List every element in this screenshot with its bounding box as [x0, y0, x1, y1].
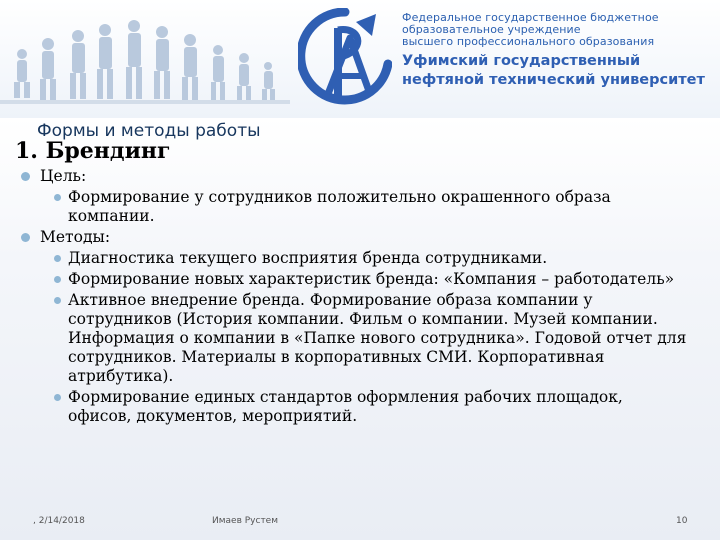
slide-subtitle: Формы и методы работы: [37, 121, 261, 141]
sub-list-item-text: Формирование единых стандартов оформления рабочих площадок, офисов, документов, мероприятий.: [68, 388, 623, 425]
university-emblem-icon: [298, 8, 392, 106]
sub-list-item: [40, 249, 688, 268]
sub-list: [40, 249, 688, 426]
sub-list-item-text: Активное внедрение бренда. Формирование образа компании у сотрудников (История компании. Фильм о компании. Музей компании. Информация о компании в «Папке нового сотрудника». Годовой отчет для сотрудников. Материалы в корпоративных СМИ. Корпоративная атрибутика).: [68, 291, 687, 385]
list-item-label: Методы:: [40, 228, 111, 246]
sub-list-item: [40, 291, 688, 386]
bullet-icon: [54, 297, 61, 304]
worker-figures-icon: [0, 4, 290, 112]
footer-author: Имаев Рустем: [212, 516, 279, 526]
bullet-icon: [54, 194, 61, 201]
list-item: [18, 228, 688, 426]
sub-list: [40, 188, 688, 226]
sub-list-item: [40, 270, 688, 289]
sub-list-item: [40, 188, 688, 226]
org-line: образовательное учреждение: [402, 23, 581, 36]
bullet-icon: [54, 255, 61, 262]
org-line: высшего профессионального образования: [402, 35, 655, 48]
org-line: Федеральное государственное бюджетное: [402, 11, 659, 24]
list-item: [18, 167, 688, 226]
header-banner: [0, 0, 720, 118]
university-name-line: нефтяной технический университет: [402, 72, 705, 88]
bullet-icon: [54, 394, 61, 401]
footer-page-number: 10: [676, 516, 688, 526]
university-name-line: Уфимский государственный: [402, 53, 641, 69]
bullet-icon: [21, 172, 30, 181]
slide-content: [18, 166, 688, 428]
bullet-icon: [21, 233, 30, 242]
bullet-icon: [54, 276, 61, 283]
sub-list-item-text: Формирование новых характеристик бренда: «Компания – работодатель»: [68, 270, 675, 288]
bullet-list: [18, 167, 688, 426]
sub-list-item: [40, 388, 688, 426]
organization-block: [402, 12, 712, 90]
list-item-label: Цель:: [40, 167, 87, 185]
sub-list-item-text: Диагностика текущего восприятия бренда сотрудниками.: [68, 249, 548, 267]
slide-heading: 1. Брендинг: [15, 138, 171, 164]
sub-list-item-text: Формирование у сотрудников положительно окрашенного образа компании.: [68, 188, 611, 225]
footer-date: , 2/14/2018: [33, 516, 85, 526]
